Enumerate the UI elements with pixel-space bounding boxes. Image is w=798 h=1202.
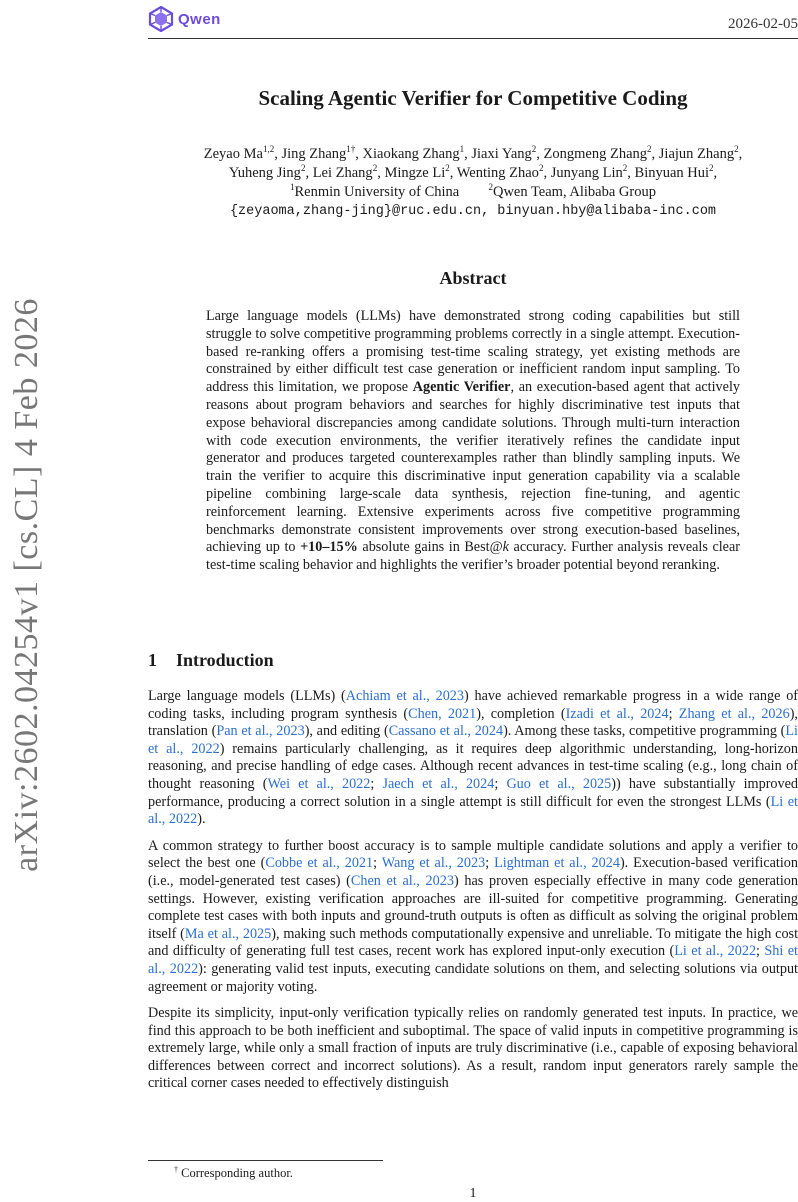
qwen-logo	[148, 6, 221, 32]
affiliation-2-mark: 2	[488, 182, 493, 193]
body-text: Despite its simplicity, input-only verification typically relies on randomly generated test inputs. In practice, we find this approach to be both inefficient and suboptimal. The space of valid inputs in competitive programming is extremely large, while only a small fraction of inputs are truly discriminative (i.e., capable of exposing behavioral differences between correct and incorrect solutions). As a result, random input generators rarely sample the critical corner cases needed to effectively distinguish	[148, 1005, 798, 1092]
citation-link[interactable]: Izadi et al., 2024	[565, 705, 669, 722]
abstract-bold-method: Agentic Verifier	[412, 379, 511, 396]
footnote	[174, 1165, 293, 1181]
body-text: ) remains particularly challenging, as it requires deep algorithmic understanding, long-horizon reasoning, and precise handling of edge cases. Although recent advances in test-time scaling (e.g., long chain of thought reasoning (	[148, 740, 798, 792]
introduction-body	[148, 688, 798, 1102]
page-header	[148, 4, 798, 38]
author-line-1: Zeyao Ma$^{1,2}$, Jing Zhang$^{1\dagger}$, Xiaokang Zhang$^1$, Jiaxi Yang$^2$, Zongmeng Zhang$^2$, Jiajun Zhang$^2$,	[203, 144, 743, 162]
author-name: Zongmeng Zhang	[543, 146, 648, 162]
body-text: ).	[197, 811, 206, 828]
citation-link[interactable]: Chen, 2021	[408, 705, 477, 722]
paragraph-1	[148, 688, 798, 829]
citation-link[interactable]: Wang et al., 2023	[381, 855, 486, 872]
citation-link[interactable]: Cassano et al., 2024	[388, 723, 504, 740]
abstract-title: Abstract	[439, 268, 507, 288]
logo-text: Qwen	[178, 10, 221, 28]
footnote-mark: †	[174, 1165, 178, 1174]
section-number: 1	[148, 650, 157, 670]
author-name: Jiaxi Yang	[471, 146, 532, 162]
author-affiliation-mark: 2	[538, 163, 544, 174]
body-text: ), making such methods computationally expensive and unreliable. To mitigate the high cost and difficulty of generating full test cases, recent work has explored input-only execution (	[148, 925, 798, 960]
body-text: Large language models (LLMs) (	[148, 688, 346, 704]
arxiv-sidebar	[2, 300, 52, 870]
author-affiliation-mark: 1	[459, 144, 465, 155]
abstract-bold-gain: +10–15%	[300, 539, 358, 556]
abstract-k: k	[502, 539, 509, 556]
body-text: ) have achieved remarkable progress in a wide range of coding tasks, including program synthesis (	[148, 688, 798, 722]
arxiv-identifier: arXiv:2602.04254v1 [cs.CL] 4 Feb 2026	[8, 298, 45, 872]
body-text: ). Among these tasks, competitive programming (	[503, 723, 786, 740]
author-affiliation-mark: 2	[709, 163, 714, 174]
page-number-text: 1	[469, 1186, 477, 1201]
qwen-logo-icon	[148, 6, 174, 32]
body-text: ;	[494, 775, 507, 792]
citation-link[interactable]: Cobbe et al., 2021	[265, 855, 374, 872]
section-heading	[148, 650, 274, 671]
author-name: Binyuan Hui	[634, 165, 710, 181]
body-text: ;	[370, 775, 383, 792]
author-name: Wenting Zhao	[456, 165, 539, 181]
paragraph-3	[148, 1005, 798, 1093]
citation-link[interactable]: Guo et al., 2025	[506, 775, 612, 792]
affiliation-2: Qwen Team, Alibaba Group	[492, 184, 656, 200]
body-text: ), completion (	[476, 705, 566, 722]
abstract-part: accuracy. Further analysis reveals clear test-time scaling behavior and highlights the verifier’s broader potential beyond reranking.	[206, 539, 740, 574]
affiliation-1-mark: 1	[290, 182, 295, 193]
author-name: Lei Zhang	[312, 165, 373, 181]
author-affiliation-mark: 1,2	[262, 144, 275, 155]
author-name: Jing Zhang	[281, 146, 347, 162]
citation-link[interactable]: Pan et al., 2023	[216, 723, 305, 740]
abstract-part: Large language models (LLMs) have demonstrated strong coding capabilities but still struggle to solve competitive programming problems correctly in a single attempt. Execution-based re-ranking offers a promising test-time scaling strategy, yet existing methods are constrained by either difficult test case generation or inefficient random input sampling. To address this limitation, we propose	[206, 308, 740, 396]
citation-link[interactable]: Lightman et al., 2024	[494, 855, 620, 872]
author-name: Zeyao Ma	[203, 146, 263, 162]
paragraph-2	[148, 838, 798, 996]
abstract-text	[206, 308, 740, 575]
author-name: Mingze Li	[384, 165, 446, 181]
body-text: A common strategy to further boost accuracy is to sample multiple candidate solutions and apply a verifier to select the best one (	[148, 837, 798, 872]
body-text: ;	[373, 855, 382, 872]
body-text: ): generating valid test inputs, executing candidate solutions on them, and selecting solutions via output agreement or majority voting.	[148, 960, 798, 995]
author-affiliation-mark: 2	[445, 163, 450, 174]
body-text: ), and editing (	[304, 723, 389, 740]
citation-link[interactable]: Wei et al., 2022	[267, 775, 371, 792]
citation-link[interactable]: Shi et al., 2022	[148, 943, 798, 977]
author-line-2: Yuheng Jing$^2$, Lei Zhang$^2$, Mingze Li$^2$, Wenting Zhao$^2$, Junyang Lin$^2$, Binyuan Hui$^2$,	[228, 163, 718, 181]
author-affiliation-mark: 2	[300, 163, 306, 174]
author-affiliation-mark: 2	[531, 144, 537, 155]
author-name: Jiajun Zhang	[658, 146, 735, 162]
citation-link[interactable]: Chen et al., 2023	[350, 872, 454, 889]
header-rule	[148, 38, 798, 39]
author-affiliation-mark: 2	[734, 144, 739, 155]
author-emails: {zeyaoma,zhang-jing}@ruc.edu.cn, binyuan.hby@alibaba-inc.com	[229, 204, 717, 219]
citation-link[interactable]: Li et al., 2022	[674, 943, 757, 960]
body-text: ) has proven especially effective in many code generation settings. However, existing verification approaches are ill-suited for competitive programming. Generating complete test cases with both inputs and ground-truth outputs is often as difficult as solving the original problem itself (	[148, 872, 798, 942]
footnote-rule	[148, 1160, 383, 1161]
paper-title: Scaling Agentic Verifier for Competitive Coding	[258, 86, 688, 110]
citation-link[interactable]: Achiam et al., 2023	[345, 688, 464, 704]
citation-link[interactable]: Li et al., 2022	[148, 793, 798, 828]
citation-link[interactable]: Zhang et al., 2026	[678, 705, 790, 722]
body-text: ), translation (	[148, 705, 798, 740]
author-block	[148, 145, 798, 221]
citation-link[interactable]: Ma et al., 2025	[184, 925, 272, 942]
author-affiliation-mark: 1†	[346, 144, 356, 155]
header-date: 2026-02-05	[728, 16, 798, 32]
footnote-text: Corresponding author.	[181, 1166, 293, 1181]
abstract-part: , an execution-based agent that actively reasons about program behaviors and searches for highly discriminative test inputs that expose behavioral discrepancies among candidate solutions. Through multi-turn interaction with code execution environments, the verifier iteratively refines the candidate input generator and produces targeted counterexamples rather than blindly sampling inputs. We train the verifier to acquire this discriminative input generation capability via a scalable pipeline combining large-scale data synthesis, rejection fine-tuning, and agentic reinforcement learning. Extensive experiments across five competitive programming benchmarks demonstrate consistent improvements over strong execution-based baselines, achieving up to	[206, 379, 740, 556]
section-title: Introduction	[176, 650, 274, 670]
citation-link[interactable]: Li et al., 2022	[148, 723, 798, 757]
author-name: Xiaokang Zhang	[362, 146, 460, 162]
author-name: Junyang Lin	[550, 165, 623, 181]
author-name: Yuheng Jing	[228, 165, 301, 181]
body-text: ;	[756, 943, 765, 960]
abstract-part: absolute gains in Best@	[357, 539, 503, 556]
author-affiliation-mark: 2	[647, 144, 652, 155]
body-text: ). Execution-based verification (i.e., model-generated test cases) (	[148, 855, 798, 889]
author-affiliation-mark: 2	[372, 163, 378, 174]
citation-link[interactable]: Jaech et al., 2024	[382, 775, 495, 792]
body-text: ;	[668, 705, 679, 722]
affiliations	[148, 183, 798, 202]
affiliation-1: Renmin University of China	[294, 184, 460, 200]
body-text: )) have substantially improved performance, producing a correct solution in a single attempt is still difficult for even the strongest LLMs (	[148, 775, 798, 810]
body-text: ;	[485, 855, 495, 872]
author-affiliation-mark: 2	[622, 163, 628, 174]
